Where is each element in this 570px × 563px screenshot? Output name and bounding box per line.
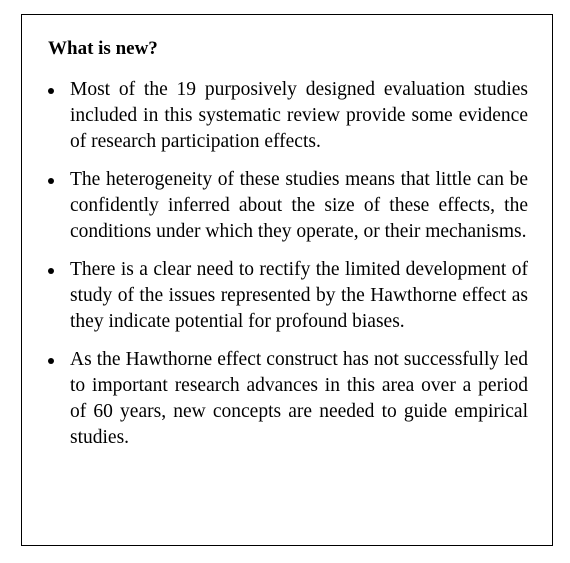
point-text: The heterogeneity of these studies means that little can be confidently inferred about the size of these effects, the conditions under which they operate, or their mechanisms. (70, 169, 528, 242)
list-item (48, 257, 528, 335)
point-text: As the Hawthorne effect construct has not successfully led to important research advances in this area over a period of 60 years, new concepts are needed to guide empirical studies. (70, 349, 528, 448)
box-heading: What is new? (48, 38, 158, 59)
what-is-new-box (21, 14, 553, 546)
list-item (48, 77, 528, 155)
bullet-icon (48, 88, 54, 94)
list-item (48, 347, 528, 451)
bullet-icon (48, 178, 54, 184)
key-points-list (48, 77, 528, 451)
bullet-icon (48, 268, 54, 274)
list-item (48, 167, 528, 245)
point-text: There is a clear need to rectify the limited development of study of the issues represented by the Hawthorne effect as they indicate potential for profound biases. (70, 259, 528, 332)
bullet-icon (48, 358, 54, 364)
point-text: Most of the 19 purposively designed evaluation studies included in this systematic review provide some evidence of research participation effects. (70, 79, 528, 152)
